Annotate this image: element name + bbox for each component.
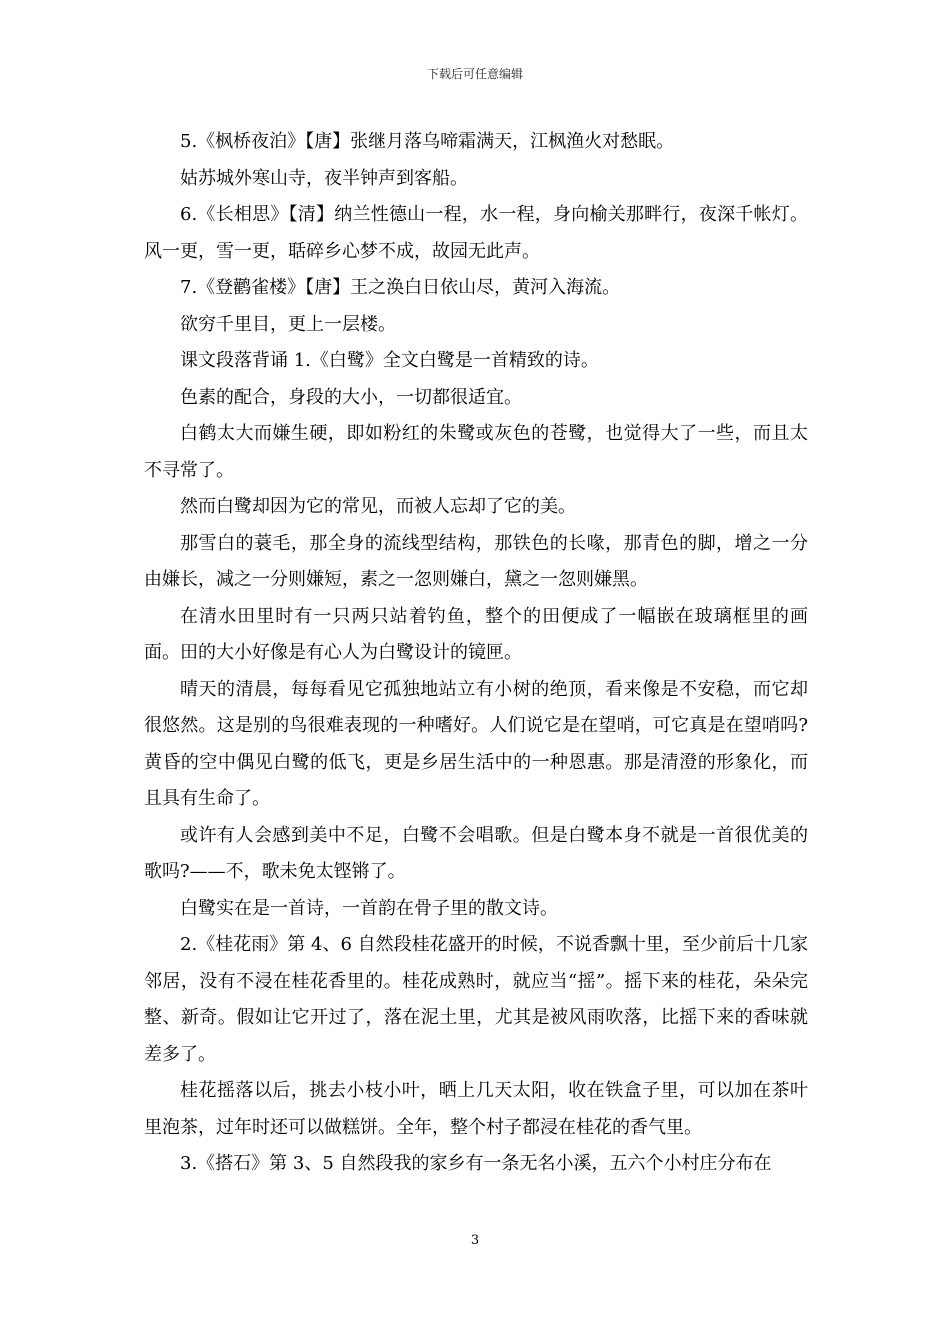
page-number: 3 (470, 1233, 480, 1248)
paragraph-3: 6.《长相思》【清】纳兰性德山一程，水一程，身向榆关那畔行，夜深千帐灯。风一更，雪一更，聒碎乡心梦不成，故园无此声。 (144, 204, 808, 262)
paragraph-2: 姑苏城外寒山寺，夜半钟声到客船。 (180, 167, 468, 189)
paragraph-8: 白鹤太大而嫌生硬，即如粉红的朱鹭或灰色的苍鹭，也觉得大了一些，而且太不寻常了。 (144, 423, 808, 481)
paragraph-11: 在清水田里时有一只两只站着钓鱼，整个的田便成了一幅嵌在玻璃框里的画面。田的大小好像是有心人为白鹭设计的镜匣。 (144, 605, 808, 663)
paragraph-12: 晴天的清晨，每每看见它孤独地站立有小树的绝顶，看来像是不安稳，而它却很悠然。这是别的鸟很难表现的一种嗜好。人们说它是在望哨，可它真是在望哨吗?黄昏的空中偶见白鹭的低飞，更是乡居生活中的一种恩惠。那是清澄的形象化，而且具有生命了。 (144, 678, 808, 809)
paragraph-9: 然而白鹭却因为它的常见，而被人忘却了它的美。 (180, 496, 576, 517)
paragraph-7: 色素的配合，身段的大小，一切都很适宜。 (180, 386, 522, 408)
paragraph-16: 桂花摇落以后，挑去小枝小叶，晒上几天太阳，收在铁盒子里，可以加在茶叶里泡茶，过年时还可以做糕饼。全年，整个村子都浸在桂花的香气里。 (144, 1080, 808, 1138)
paragraph-14: 白鹭实在是一首诗，一首韵在骨子里的散文诗。 (180, 897, 558, 919)
paragraph-10: 那雪白的蓑毛，那全身的流线型结构，那铁色的长喙，那青色的脚，增之一分由嫌长，减之一分则嫌短，素之一忽则嫌白，黛之一忽则嫌黑。 (144, 532, 808, 590)
page-header: 下载后可任意编辑 (426, 67, 523, 81)
paragraph-15: 2.《桂花雨》第 4、6 自然段桂花盛开的时候，不说香飘十里，至少前后十几家邻居，没有不浸在桂花香里的。桂花成熟时，就应当“摇”。摇下来的桂花，朵朵完整、新奇。假如让它开过了，落在泥土里，尤其是被风雨吹落，比摇下来的香味就差多了。 (144, 934, 808, 1065)
paragraph-4: 7.《登鹳雀楼》【唐】王之涣白日依山尽，黄河入海流。 (180, 277, 621, 298)
paragraph-6: 课文段落背诵 1.《白鹭》全文白鹭是一首精致的诗。 (180, 350, 599, 371)
paragraph-13: 或许有人会感到美中不足，白鹭不会唱歌。但是白鹭本身不就是一首很优美的歌吗?——不，歌未免太铿锵了。 (144, 824, 808, 882)
document-body (144, 124, 808, 1183)
paragraph-1: 5.《枫桥夜泊》【唐】张继月落乌啼霜满天，江枫渔火对愁眠。 (180, 131, 675, 152)
paragraph-17: 3.《搭石》第 3、5 自然段我的家乡有一条无名小溪，五六个小村庄分布在 (180, 1153, 772, 1174)
paragraph-5: 欲穷千里目，更上一层楼。 (180, 313, 396, 335)
